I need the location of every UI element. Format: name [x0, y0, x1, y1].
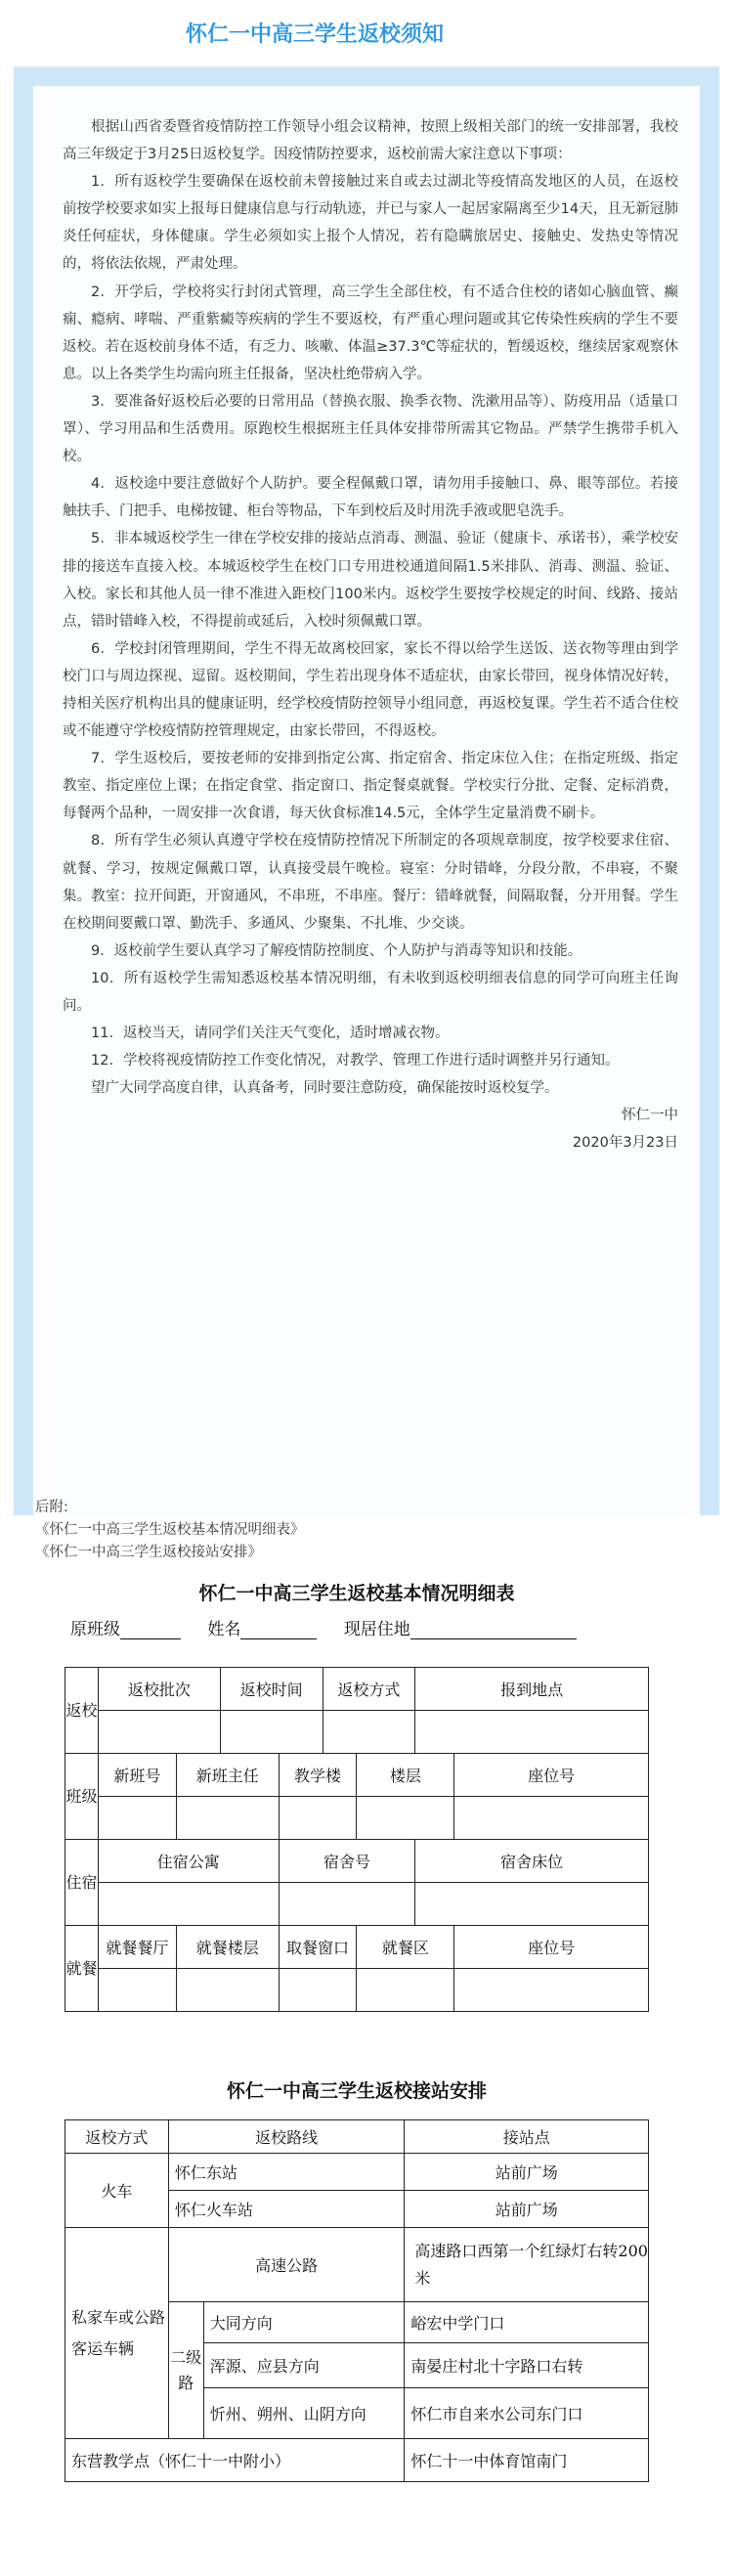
empty-cell: [323, 1711, 415, 1754]
empty-cell: [220, 1711, 323, 1754]
attachments: [35, 1497, 680, 1564]
group-label-class: 班级: [65, 1754, 99, 1840]
empty-cell: [279, 1883, 415, 1926]
secondary-road-label: 二级路: [168, 2302, 203, 2439]
notice-paragraph: 7．学生返校后，要按老师的安排到指定公寓、指定宿舍、指定床位入住；在指定班级、指定教室、指定座位上课；在指定食堂、指定窗口、指定餐桌就餐。学校实行分批、定餐、定标消费，每餐两个品种，一周安排一次食谱，每天伙食标准14.5元，全体学生定量消费不刷卡。: [63, 751, 678, 822]
empty-cell: [98, 1883, 279, 1926]
date: 2020年3月23日: [572, 1135, 678, 1152]
route-cell: 东营教学点（怀仁十一中附小）: [65, 2439, 405, 2482]
page-title: 怀仁一中高三学生返校须知: [186, 22, 445, 47]
notice-paragraph: 3．要准备好返校后必要的日常用品（替换衣服、换季衣物、洗漱用品等）、防疫用品（适量口罩）、学习用品和生活费用。原跑校生根据班主任具体安排带所需其它物品。严禁学生携带手机入校。: [63, 393, 678, 465]
header-cell: 取餐窗口: [279, 1926, 357, 1969]
empty-cell: [176, 1797, 279, 1840]
empty-cell: [415, 1711, 649, 1754]
notice-paragraph: 望广大同学高度自律，认真备考，同时要注意防疫，确保能按时返校复学。: [91, 1080, 559, 1097]
header-cell: 座位号: [454, 1754, 649, 1797]
header-cell: 就餐餐厅: [98, 1926, 176, 1969]
header-cell: 就餐楼层: [176, 1926, 279, 1969]
attachment-item: 《怀仁一中高三学生返校基本情况明细表》: [35, 1522, 305, 1538]
empty-cell: [279, 1797, 357, 1840]
field-label-address: 现居住地: [343, 1620, 410, 1639]
header-cell: 接站点: [405, 2120, 649, 2154]
header-cell: 新班号: [98, 1754, 176, 1797]
notice-paragraph: 1．所有返校学生要确保在返校前未曾接触过来自或去过湖北等疫情高发地区的人员，在返校前按学校要求如实上报每日健康信息与行动轨迹，并已与家人一起居家隔离至少14天，且无新冠肺炎任何症状，身体健康。学生必须如实上报个人情况，若有隐瞒旅居史、接触史、发热史等情况的，将依法依规，严肃处理。: [63, 174, 678, 273]
header-cell: 新班主任: [176, 1754, 279, 1797]
stop-cell: 高速路口西第一个红绿灯右转200米: [405, 2228, 649, 2302]
empty-cell: [98, 1797, 176, 1840]
empty-cell: [279, 1969, 357, 2012]
signature: 怀仁一中: [622, 1108, 678, 1124]
notice-paragraph: 4．返校途中要注意做好个人防护。要全程佩戴口罩，请勿用手接触口、鼻、眼等部位。若接触扶手、门把手、电梯按键、柜台等物品，下车到校后及时用洗手液或肥皂洗手。: [63, 476, 678, 520]
stop-cell: 怀仁市自来水公司东门口: [405, 2388, 649, 2439]
empty-cell: [454, 1969, 649, 2012]
stop-cell: 峪宏中学门口: [405, 2302, 649, 2343]
notice-paragraph: 8．所有学生必须认真遵守学校在疫情防控情况下所制定的各项规章制度，按学校要求住宿、就餐、学习，按规定佩戴口罩，认真接受晨午晚检。寝室：分时错峰，分段分散，不串寝，不聚集。教室：拉开间距，开窗通风，不串班，不串座。餐厅：错峰就餐，间隔取餐，分开用餐。学生在校期间要戴口罩、勤洗手、多通风、少聚集、不扎堆、少交谈。: [63, 833, 678, 932]
route-cell: 怀仁东站: [168, 2154, 405, 2191]
empty-cell: [415, 1883, 649, 1926]
header-cell: 返校时间: [220, 1668, 323, 1711]
header-cell: 教学楼: [279, 1754, 357, 1797]
student-info-line: [70, 1615, 663, 1639]
header: [0, 0, 733, 63]
notice-paper: [33, 86, 700, 1515]
attachments-label: 后附:: [35, 1500, 68, 1515]
header-cell: 返校路线: [168, 2120, 405, 2154]
header-cell: 座位号: [454, 1926, 649, 1969]
notice-paragraph: 6．学校封闭管理期间，学生不得无故离校回家，家长不得以给学生送饭、送衣物等理由到学校门口与周边探视、逗留。返校期间，学生若出现身体不适症状，由家长带回，视身体情况好转，持相关医疗机构出具的健康证明，经学校疫情防控领导小组同意，再返校复课。学生若不适合住校或不能遵守学校疫情防控管理规定，由家长带回，不得返校。: [63, 640, 678, 740]
stop-cell: 站前广场: [405, 2191, 649, 2228]
mode-train: 火车: [65, 2154, 169, 2228]
notice-paragraph: 11．返校当天，请同学们关注天气变化，适时增减衣物。: [91, 1026, 450, 1042]
header-cell: 住宿公寓: [98, 1840, 279, 1883]
return-details-table: [65, 1667, 649, 2012]
route-cell: 大同方向: [203, 2302, 405, 2343]
stop-cell: 站前广场: [405, 2154, 649, 2191]
notice-paragraph: 12．学校将视疫情防控工作变化情况，对教学、管理工作进行适时调整并另行通知。: [91, 1053, 620, 1070]
mode-car: 私家车或公路客运车辆: [65, 2228, 169, 2439]
empty-cell: [357, 1797, 454, 1840]
header-cell: 返校批次: [98, 1668, 220, 1711]
notice-paragraph: 10．所有返校学生需知悉返校基本情况明细，有未收到返校明细表信息的同学可向班主任询问。: [63, 970, 678, 1014]
group-label-return: 返校: [65, 1668, 99, 1754]
header-cell: 返校方式: [65, 2120, 169, 2154]
empty-cell: [357, 1969, 454, 2012]
notice-frame: [14, 66, 719, 1515]
pickup-card: [51, 2063, 663, 2552]
header-cell: 宿舍床位: [415, 1840, 649, 1883]
blank-class: [120, 1621, 181, 1639]
header-cell: 返校方式: [323, 1668, 415, 1711]
header-cell: 楼层: [357, 1754, 454, 1797]
notice-paragraph: 2．开学后，学校将实行封闭式管理，高三学生全部住校，有不适合住校的诸如心脑血管、癫痫、瘾病、哮喘、严重紫癜等疾病的学生不要返校，有严重心理问题或其它传染性疾病的学生不要返校。若在返校前身体不适，有乏力、咳嗽、体温≥37.3℃等症状的，暂缓返校，继续居家观察休息。以上各类学生均需向班主任报备，坚决杜绝带病入学。: [63, 284, 678, 382]
field-label-name: 姓名: [207, 1620, 241, 1639]
route-cell: 怀仁火车站: [168, 2191, 405, 2228]
notice-paragraph: 5．非本城返校学生一律在学校安排的接站点消毒、测温、验证（健康卡、承诺书），乘学校安排的接送车直接入校。本城返校学生在校门口专用进校通道间隔1.5米排队、消毒、测温、验证、入校。家长和其他人员一律不准进入距校门100米内。返校学生要按学校规定的时间、线路、接站点，错时错峰入校，不得提前或延后，入校时须佩戴口罩。: [63, 531, 678, 630]
route-cell: 高速公路: [168, 2228, 405, 2302]
attachment-item: 《怀仁一中高三学生返校接站安排》: [35, 1545, 262, 1560]
group-label-dining: 就餐: [65, 1926, 99, 2012]
group-label-dorm: 住宿: [65, 1840, 99, 1926]
blank-address: [410, 1621, 577, 1639]
header-cell: 宿舍号: [279, 1840, 415, 1883]
notice-paragraph: 9．返校前学生要认真学习了解疫情防控制度、个人防护与消毒等知识和技能。: [91, 942, 582, 959]
pickup-table: [65, 2119, 649, 2482]
notice-paragraph: 根据山西省委暨省疫情防控工作领导小组会议精神，按照上级相关部门的统一安排部署，我校高三年级定于3月25日返校复学。因疫情防控要求，返校前需大家注意以下事项：: [63, 119, 678, 163]
stop-cell: 南晏庄村北十字路口右转: [405, 2343, 649, 2388]
blank-name: [240, 1621, 317, 1639]
empty-cell: [176, 1969, 279, 2012]
return-details-title: 怀仁一中高三学生返校基本情况明细表: [198, 1583, 515, 1604]
stop-cell: 怀仁十一中体育馆南门: [405, 2439, 649, 2482]
header-cell: 报到地点: [415, 1668, 649, 1711]
empty-cell: [98, 1711, 220, 1754]
header-cell: 就餐区: [357, 1926, 454, 1969]
field-label-class: 原班级: [70, 1620, 120, 1639]
route-cell: 浑源、应县方向: [203, 2343, 405, 2388]
route-cell: 忻州、朔州、山阴方向: [203, 2388, 405, 2439]
pickup-title: 怀仁一中高三学生返校接站安排: [226, 2080, 487, 2102]
return-details-card: [51, 1567, 663, 2048]
empty-cell: [98, 1969, 176, 2012]
notice-body: [63, 113, 678, 1157]
empty-cell: [454, 1797, 649, 1840]
